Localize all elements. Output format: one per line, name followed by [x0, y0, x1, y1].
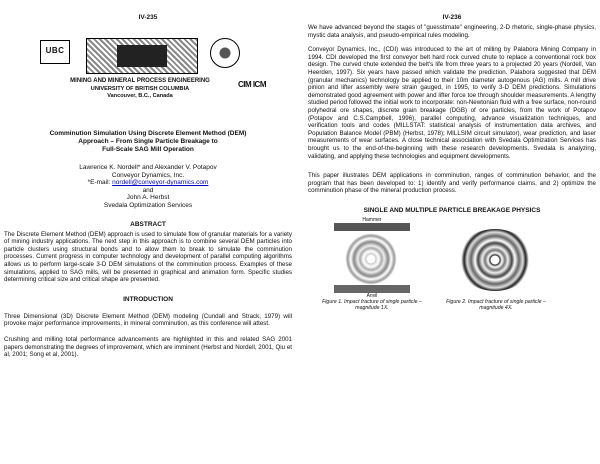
figures	[308, 217, 596, 317]
affiliation-2: Svedala Optimization Services	[103, 201, 193, 209]
page-number: IV-235	[138, 14, 158, 21]
seal-logo	[210, 38, 240, 68]
body-paragraph-3: This paper illustrates DEM applications in comminution, ranges of comminution behavior, and the program that has been developed to: 1) identify and verify performance claims, and 2) optimize the comminution phase of the mineral production process.	[308, 172, 596, 195]
authors-block	[4, 164, 292, 210]
hammer-label: Hammer	[362, 216, 382, 223]
abstract-heading: ABSTRACT	[130, 220, 166, 228]
email-link[interactable]: nordell@conveyor-dynamics.com	[112, 179, 209, 187]
affiliation-1: Conveyor Dynamics, Inc.	[111, 171, 185, 179]
title-line-1: Comminution Simulation Using Discrete Element Method (DEM)	[49, 130, 247, 137]
title-line-2: Approach – From Single Particle Breakage to	[78, 138, 218, 145]
cim-logo: CIM ICM	[237, 80, 266, 89]
crest-logo	[86, 38, 198, 74]
email-line	[4, 179, 292, 187]
abstract-text: The Discrete Element Method (DEM) approach is used to simulate flow of granular materials for a variety of mining industry applications. The next step in this approach is to combine several DEM particles into particle clusters using structural bonds and to allow them to break to simulate the comminution processes. Current progress in computer technology and development of parallel computing algorithms allows us to perform large-scale 3-D DEM simulations of the comminution process. Examples of these simulations, applied to SAG mills, will be presented in graphical and animation form. Specific studies determining critical size and critical shape are presented.	[4, 230, 292, 284]
figure-1-caption: Figure 1. Impact fracture of single particle – magnitude 1X.	[322, 298, 422, 312]
email-prefix: *E-mail:	[87, 179, 113, 187]
body-paragraph-1: We have advanced beyond the stages of "guesstimate" engineering, 2-D rhetoric, single-phase physics, mystic data analysis, and pseudo-empirical rules modeling.	[308, 24, 596, 39]
conference-header	[40, 38, 266, 112]
author-3: John A. Herbst	[126, 194, 170, 202]
section-heading: SINGLE AND MULTIPLE PARTICLE BREAKAGE PHYSICS	[363, 206, 541, 214]
figure-2-caption: Figure 2. Impact fracture of single particle – magnitude 4X.	[446, 298, 546, 312]
org-line-3: Vancouver, B.C., Canada	[107, 93, 173, 99]
fractured-particle-image	[456, 229, 534, 291]
organization-block	[34, 78, 246, 101]
paper-title	[4, 130, 292, 154]
authors-line: Lawrence K. Nordell* and Alexander V. Potapov	[79, 164, 217, 171]
anvil-label: Anvil	[366, 292, 378, 299]
hammer-plate	[334, 223, 410, 231]
fractured-particle-image	[342, 233, 400, 285]
page-number: IV-236	[442, 14, 462, 21]
ubc-logo: UBC	[40, 40, 70, 64]
intro-paragraph-1: Three Dimensional (3D) Discrete Element Method (DEM) modeling (Cundall and Strack, 1979) will provoke major performance improvements, in mineral comminution, as this conference will attest.	[4, 312, 292, 328]
intro-paragraph-2: Crushing and milling total performance advancements are highlighted in this and related SAG 2001 papers demonstrating the degrees of improvement, which are imminent (Herbst and Nordell, 2001, Qiu et al, 2001; Song et al, 2001).	[4, 335, 292, 359]
introduction-heading: INTRODUCTION	[123, 295, 173, 303]
title-line-3: Full-Scale SAG Mill Operation	[102, 146, 194, 153]
org-line-2: UNIVERSITY OF BRITISH COLUMBIA	[90, 85, 190, 92]
anvil-plate	[334, 285, 410, 293]
and-text: and	[142, 186, 154, 194]
org-line-1: MINING AND MINERAL PROCESS ENGINEERING	[70, 78, 210, 84]
body-paragraph-2: Conveyor Dynamics, Inc., (CDI) was introduced to the art of milling by Palabora Mining Company in 1994. CDI developed the first conveyor belt hard rock curved chute to replace a conventional rock box design. The curved chute extended the belt's life from three years to a projected 20 years (Nordell, Van Heerden, 1997). Six years have passed which validate the prediction. Palabora suggested that DEM (granular mechanics) technology be applied to their 10m diameter autogenous (AG) mills. A mill drive pinion and lifter assembly were strain gauged, in 1995, to verify 3-D DEM predictions. Simulations demonstrated good agreement with power and lifter force toe through shoulder measurements. A lengthy studied period followed the initial work to incorporate: non-Newtonian fluid with a free surface, non-round polyhedral ore shapes, discrete grain breakage (DGB) of ore particles, from the work of Potapov (Potapov and C.S.Campbell, 1996), parallel computing, advance visualization techniques, and verification tools and codes (MILLSTAT: statistical analysis of instrumentation data archives, and Population Balance Model (PBM) (Herbst, 1978); MILLSIM circuit simulator), wear prediction, and laser measurements of wear surfaces. A close technical association with Svedala Optimization Services has brought us to the end-of-the-beginning with these research developments. Svedala is analyzing, validating, and applying these technologies and equipment developments.	[308, 46, 596, 160]
right-page	[300, 0, 600, 464]
